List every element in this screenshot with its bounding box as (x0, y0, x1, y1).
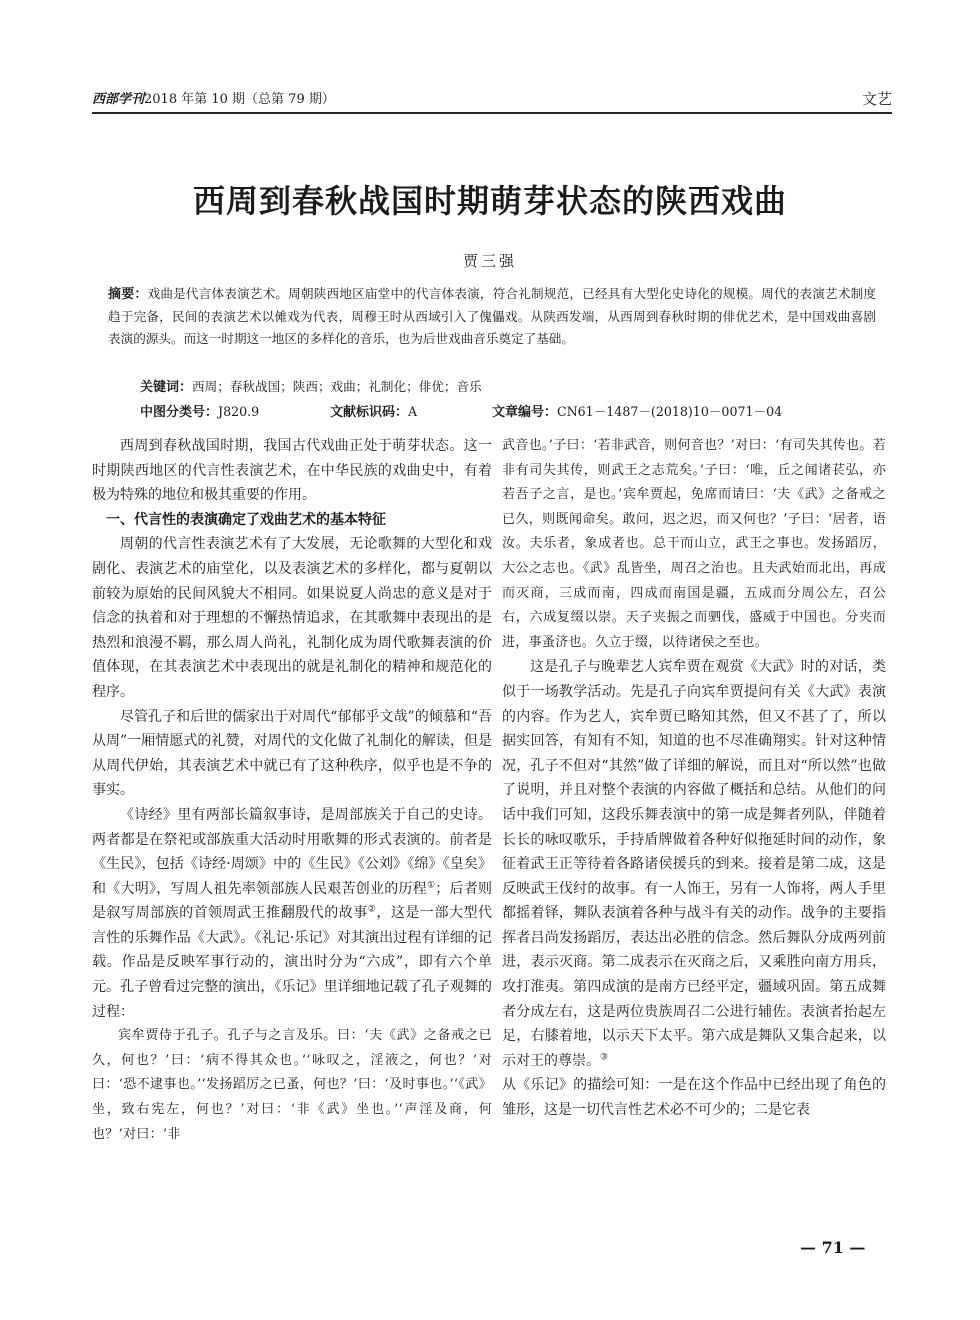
abstract-label: 摘要： (108, 287, 148, 302)
block-quote: 宾牟贾侍于孔子。孔子与之言及乐。曰：‘夫《武》之备戒之已久，何也？’曰：‘病不得其众也。’‘咏叹之，淫液之，何也？’对曰：‘恐不逮事也。’‘发扬蹈厉之已蚤，何也？’曰：‘及时事也。’‘《武》坐，致右宪左，何也？’对曰：‘非《武》坐也。’‘声淫及商，何也？’对曰：‘非 (92, 1028, 492, 1142)
article-no-label: 文章编号： (492, 405, 558, 420)
running-header (92, 88, 892, 110)
paragraph-text: 这是孔子与晚辈艺人宾牟贾在观赏《大武》时的对话，类似于一场教学活动。先是孔子向宾牟贾提问有关《大武》表演的内容。作为艺人，宾牟贾已略知其然，但又不甚了了，所以据实回答，有知有不知，知道的也不尽准确翔实。针对这种情况，孔子不但对“其然”做了详细的解说，而且对“所以然”也做了说明，并且对整个表演的内容做了概括和总结。从他们的问话中我们可知，这段乐舞表演中的第一成是舞者列队，伴随着长长的咏叹歌乐，手持盾牌做着各种好似拖延时间的动作，象征着武王正等待着各路诸侯援兵的到来。接着是第二成，这是反映武王伐纣的故事。有一人饰王，另有一人饰将，两人手里都摇着铎，舞队表演着各种与战斗有关的动作。战争的主要指挥者吕尚发扬蹈厉，表达出必胜的信念。然后舞队分成两列前进，表示灭商。第二成表示在灭商之后，又乘胜向南方用兵，攻打淮夷。第四成演的是南方已经平定，疆域巩固。第五成舞者分成左右，这是两位贵族周召二公进行辅佐。表演者抬起左足，右膝着地，以示天下太平。第六成是舞队又集合起来，以示对王的尊崇。 (502, 659, 886, 1069)
doc-code-value: A (408, 404, 418, 419)
body-paragraph: 周朝的代言性表演艺术有了大发展，无论歌舞的大型化和戏剧化、表演艺术的庙堂化，以及表演艺术的多样化，都与夏朝以前较为原始的民间风貌大不相同。如果说夏人尚忠的意义是对于信念的执着和对于理想的不懈热情追求，在其歌舞中表现出的是热烈和浪漫不羁，那么周人尚礼，礼制化成为周代歌舞表演的价值体现，在其表演艺术中表现出的就是礼制化的精神和规范化的程序。 (92, 536, 492, 700)
body-paragraph (502, 655, 886, 1073)
paragraph-text: ，这是一部大型代言性的乐舞作品《大武》。《礼记·乐记》对其演出过程有详细的记载。作品是反映军事行动的，演出时分为“六成”，即有六个单元。孔子曾看过完整的演出，《乐记》里详细地记载了孔子观舞的过程： (92, 905, 492, 1020)
right-column (502, 434, 886, 1123)
article-title: 西周到春秋战国时期萌芽状态的陕西戏曲 (192, 182, 787, 220)
article-no-value: CN61－1487－(2018)10－0071－04 (557, 404, 783, 419)
section-label: 文艺 (861, 90, 892, 108)
paragraph-text: ；后者则是叙写周部族的首领周武王推翻殷代的故事 (92, 880, 493, 922)
footnote-ref[interactable]: ① (426, 880, 436, 891)
abstract-text: 戏曲是代言体表演艺术。周朝陕西地区庙堂中的代言体表演，符合礼制规范，已经具有大型化史诗化的规模。周代的表演艺术制度趋于完备，民间的表演艺术以傩戏为代表，周穆王时从西域引入了傀儡戏。从陕西发端，从西周到春秋时期的俳优艺术，是中国戏曲喜剧表演的源头。而这一时期这一地区的多样化的音乐，也为后世戏曲音乐奠定了基础。 (108, 286, 876, 346)
body-paragraph: 尽管孔子和后世的儒家出于对周代“郁郁乎文哉”的倾慕和“吾从周”一厢情愿式的礼赞，对周代的文化做了礼制化的解读，但是从周代伊始，其表演艺术中就已有了这种秩序，似乎也是不争的事实。 (92, 708, 492, 799)
body-paragraph (92, 803, 492, 1024)
issue-info: 2018 年第 10 期（总第 79 期） (144, 92, 335, 107)
journal-issue-line (92, 88, 335, 107)
article-author: 贾三强 (462, 252, 517, 270)
block-quote-continued: 武音也。’子曰：‘若非武音，则何音也？’对曰：‘有司失其传也。若非有司失其传，则武王之志荒矣。’子曰：‘唯，丘之闻诸苌弘，亦若吾子之言，是也。’宾牟贾起，免席而请曰：‘夫《武》之备戒之已久，则既闻命矣。敢问，迟之迟，而又何也？’子曰：‘居者，语汝。夫乐者，象成者也。总干而山立，武王之事也。发扬蹈厉，大公之志也。《武》乱皆坐，周召之治也。且夫武始而北出，再成而灭商，三成而南，四成而南国是疆，五成而分周公左，召公右，六成复缀以崇。天子夹振之而驷伐，盛威于中国也。分夹而进，事蚤济也。久立于缀，以待诸侯之至也。 (502, 438, 886, 650)
page-number: — 71 — (800, 1238, 866, 1257)
footnote-ref[interactable]: ③ (600, 1052, 609, 1063)
clc-value: J820.9 (218, 404, 260, 419)
section-heading: 一、代言性的表演确定了戏曲艺术的基本特征 (106, 511, 386, 528)
left-column (92, 434, 492, 1147)
journal-name: 西部学刊 (92, 92, 145, 107)
clc-label: 中图分类号： (140, 405, 219, 420)
body-paragraph: 从《乐记》的描绘可知：一是在这个作品中已经出现了角色的雏形，这是一切代言性艺术必不可少的；二是它表 (502, 1077, 886, 1119)
footnote-ref[interactable]: ② (367, 904, 377, 915)
keywords (140, 376, 482, 395)
keywords-label: 关键词： (140, 380, 193, 395)
keywords-text: 西周；春秋战国；陕西；戏曲；礼制化；俳优；音乐 (192, 379, 482, 394)
abstract (108, 283, 876, 350)
header-rule (92, 112, 892, 114)
body-paragraph: 西周到春秋战国时期，我国古代戏曲正处于萌芽状态。这一时期陕西地区的代言性表演艺术，在中华民族的戏曲史中，有着极为特殊的地位和极其重要的作用。 (92, 438, 492, 504)
doc-code-label: 文献标识码： (330, 405, 409, 420)
paragraph-text: 《诗经》里有两部长篇叙事诗，是周部族关于自己的史诗。两者都是在祭祀或部族重大活动时用歌舞的形式表演的。前者是《生民》，包括《诗经·周颂》中的《生民》《公刘》《绵》《皇矣》和《大明》，写周人祖先率领部族人民艰苦创业的历程 (92, 806, 492, 897)
